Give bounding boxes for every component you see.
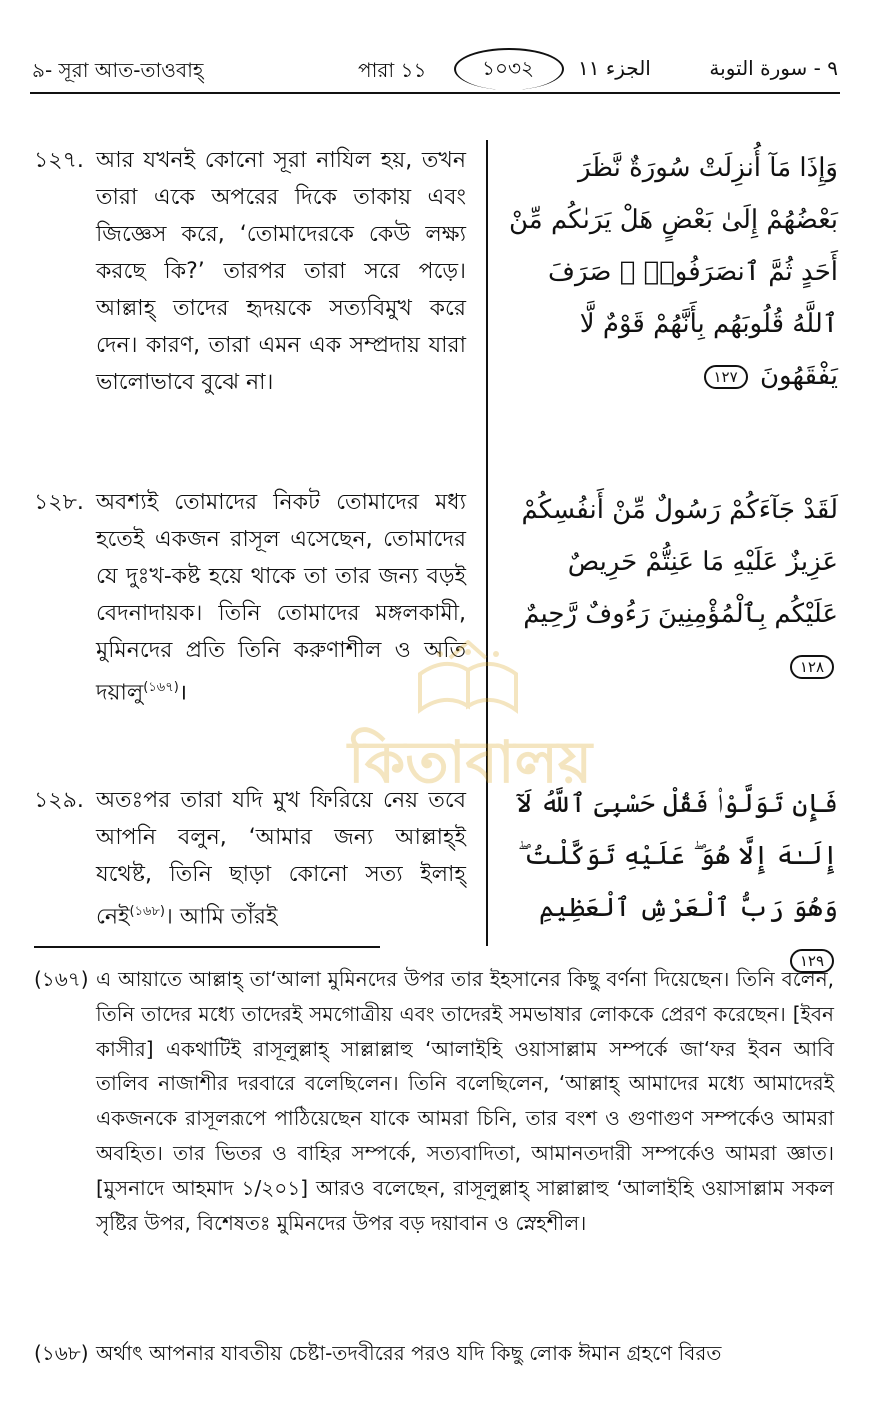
page-header: [30, 48, 840, 92]
footnote-number: (১৬৮): [34, 1341, 89, 1365]
footnote-167: [34, 962, 834, 1240]
verse-tail: । আমি তাঁরই: [164, 904, 278, 930]
verse-tail: ।: [178, 680, 188, 706]
verse-number: ১২৮.: [34, 490, 84, 515]
arabic-text: لَقَدْ جَآءَكُمْ رَسُولٌ مِّنْ أَنفُسِكُمْ عَزِيزٌ عَلَيْهِ مَا عَنِتُّمْ حَرِيصٌ عَلَيْكُم بِٱلْمُؤْمِنِينَ رَءُوفٌ رَّحِيمٌ: [521, 495, 838, 629]
header-sura-name-bangla: ৯- সূরা আত-তাওবাহ্‌: [32, 58, 204, 82]
verse-129-translation: [34, 782, 466, 935]
header-rule: [30, 92, 840, 94]
arabic-text: فَإِن تَوَلَّوْا۟ فَقُلْ حَسْبِىَ ٱللَّهُ لَآ إِلَـٰهَ إِلَّا هُوَ ۖ عَلَيْهِ تَوَكَّلْتُ ۖ وَهُوَ رَبُّ ٱلْعَرْشِ ٱلْعَظِيمِ: [516, 789, 838, 923]
verse-number: ১২৭.: [34, 148, 84, 173]
page-number: ১০৩২: [482, 56, 534, 80]
verse-body: অবশ্যই তোমাদের নিকট তোমাদের মধ্য হতেই একজন রাসূল এসেছেন, তোমাদের যে দুঃখ-কষ্ট হয়ে থাকে তা তার জন্য বড়ই বেদনাদায়ক। তিনি তোমাদের মঙ্গলকামী, মুমিনদের প্রতি তিনি করুণাশীল ও অতি দয়ালু: [96, 490, 466, 706]
verse-129-arabic: [500, 778, 838, 986]
footnote-number: (১৬৭): [34, 967, 89, 991]
ayah-end-marker: ١٢٨: [790, 655, 834, 679]
verse-127-arabic: [500, 142, 838, 402]
column-divider: [486, 140, 488, 946]
verse-128-translation: [34, 484, 466, 711]
verse-number: ১২৯.: [34, 788, 84, 813]
footnote-ref: (১৬৮): [129, 904, 165, 919]
header-sura-name-arabic: ٩ - سورة التوبة: [709, 56, 838, 80]
ayah-end-marker: ١٢٩: [790, 949, 834, 973]
footnote-text: এ আয়াতে আল্লাহ্‌ তা‘আলা মুমিনদের উপর তার ইহসানের কিছু বর্ণনা দিয়েছেন। তিনি বলেন, তিনি তাদের মধ্যে তাদেরই সমগোত্রীয় এবং তাদেরই সমভাষার লোককে প্রেরণ করেছেন। [ইবন কাসীর] একথাটিই রাসূলুল্লাহ্‌ সাল্লাল্লাহু ‘আলাইহি ওয়াসাল্লাম সম্পর্কে জা‘ফর ইবন আবি তালিব নাজাশীর দরবারে বলেছিলেন। তিনি বলেছিলেন, ‘আল্লাহ্‌ আমাদের মধ্যে আমাদেরই একজনকে রাসূলরূপে পাঠিয়েছেন যাকে আমরা চিনি, তার বংশ ও গুণাগুণ সম্পর্কেও আমরা অবহিত। তার ভিতর ও বাহির সম্পর্কে, সত্যবাদিতা, আমানতদারী সম্পর্কেও আমরা জ্ঞাত। [মুসনাদে আহমাদ ১/২০১] আরও বলেছেন, রাসূলুল্লাহ্‌ সাল্লাল্লাহু ‘আলাইহি ওয়াসাল্লাম সকল সৃষ্টির উপর, বিশেষতঃ মুমিনদের উপর বড় দয়াবান ও স্নেহশীল।: [96, 967, 834, 1235]
verse-text: [96, 782, 466, 935]
verse-body: অতঃপর তারা যদি মুখ ফিরিয়ে নেয় তবে আপনি বলুন, ‘আমার জন্য আল্লাহ্‌ই যথেষ্ট, তিনি ছাড়া কোনো সত্য ইলাহ্‌ নেই: [96, 788, 466, 930]
verse-128-arabic: [500, 484, 838, 692]
arabic-text: وَإِذَا مَآ أُنزِلَتْ سُورَةٌ نَّظَرَ بَعْضُهُمْ إِلَىٰ بَعْضٍ هَلْ يَرَىٰكُم مِّنْ أَحَدٍ ثُمَّ ٱنصَرَفُوا۟ ۚ صَرَفَ ٱللَّهُ قُلُوبَهُم بِأَنَّهُمْ قَوْمٌ لَّا يَفْقَهُونَ: [509, 153, 838, 391]
header-para: পারা ১১: [358, 58, 427, 82]
watermark-text: কিতাবালয়: [348, 728, 592, 796]
footnote-rule: [34, 946, 380, 948]
verse-text: আর যখনই কোনো সূরা নাযিল হয়, তখন তারা একে অপরের দিকে তাকায় এবং জিজ্ঞেস করে, ‘তোমাদেরকে কেউ লক্ষ্য করছে কি?’ তারপর তারা সরে পড়ে। আল্লাহ্‌ তাদের হৃদয়কে সত্যবিমুখ করে দেন। কারণ, তারা এমন এক সম্প্রদায় যারা ভালোভাবে বুঝে না।: [96, 148, 466, 395]
footnote-text: অর্থাৎ আপনার যাবতীয় চেষ্টা-তদবীরের পরও যদি কিছু লোক ঈমান গ্রহণে বিরত: [96, 1341, 722, 1365]
header-juz-arabic: الجزء ١١: [578, 56, 651, 80]
verse-text: [96, 484, 466, 711]
ayah-end-marker: ١٢٧: [704, 365, 748, 389]
footnote-168: [34, 1336, 834, 1371]
footnote-ref: (১৬৭): [143, 680, 179, 695]
verse-127-translation: [34, 142, 466, 401]
